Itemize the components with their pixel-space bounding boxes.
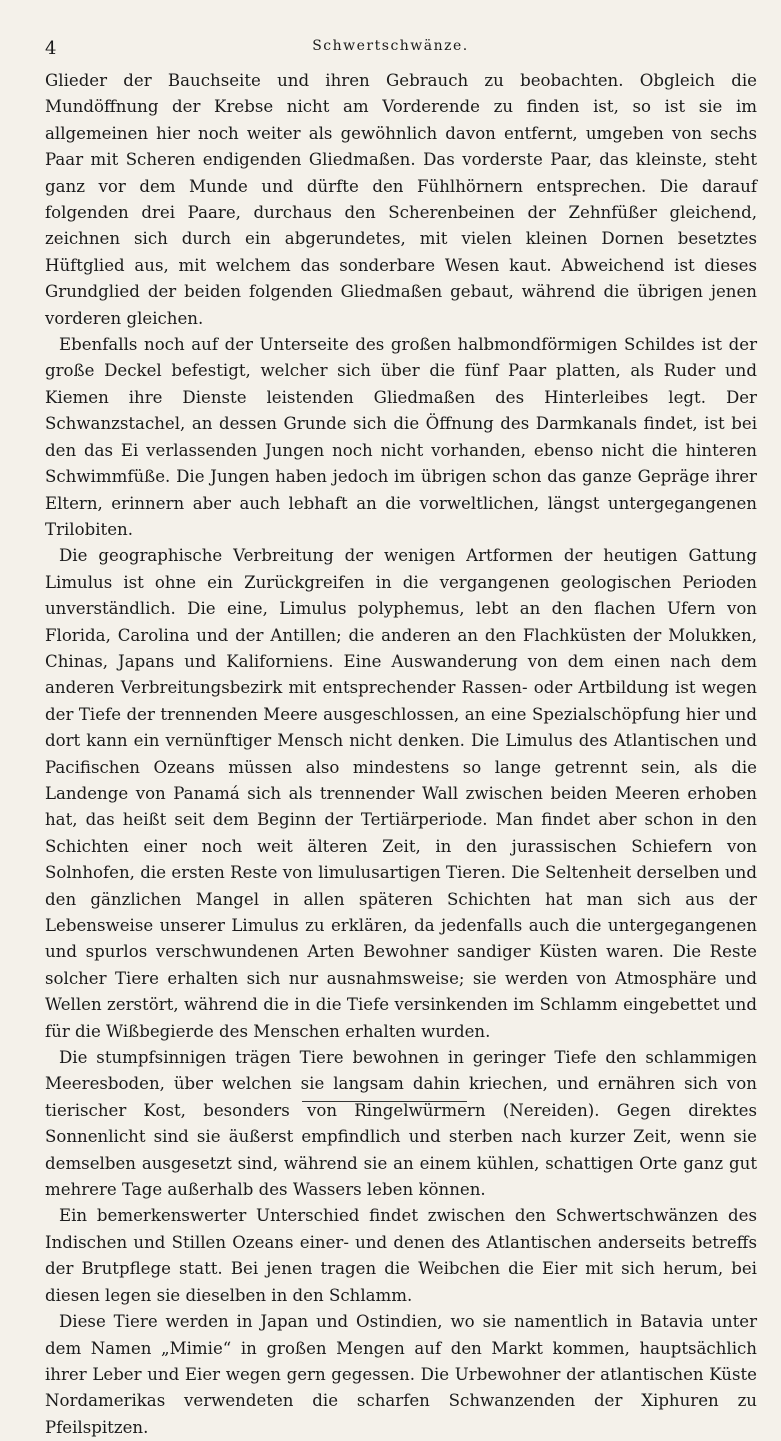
paragraph: Diese Tiere werden in Japan und Ostindien, wo sie namentlich in Batavia unter dem Namen „Mimie“ in großen Mengen auf den Markt kommen, hauptsächlich ihrer Leber und Eier wegen gern gegessen. Die Urbewohner der atlantischen Küste Nordamerikas verwendeten die scharfen Schwanzenden der Xiphuren zu Pfeilspitzen.	[45, 1312, 757, 1437]
text-body	[45, 68, 757, 1441]
end-rule	[302, 1101, 467, 1102]
paragraph: Ebenfalls noch auf der Unterseite des großen halbmondförmigen Schildes ist der große Deckel befestigt, welcher sich über die fünf Paar platten, als Ruder und Kiemen ihre Dienste leistenden Gliedmaßen des Hinterleibes legt. Der Schwanzstachel, an dessen Grunde sich die Öffnung des Darmkanals findet, ist bei den das Ei verlassenden Jungen noch nicht vorhanden, ebenso nicht die hinteren Schwimmfüße. Die Jungen haben jedoch im übrigen schon das ganze Gepräge ihrer Eltern, erinnern aber auch lebhaft an die vorweltlichen, längst untergegangenen Trilobiten.	[45, 335, 757, 539]
paragraph: Ein bemerkenswerter Unterschied findet zwischen den Schwertschwänzen des Indischen und Stillen Ozeans einer- und denen des Atlantischen anderseits betreffs der Brutpflege statt. Bei jenen tragen die Weibchen die Eier mit sich herum, bei diesen legen sie dieselben in den Schlamm.	[45, 1206, 757, 1305]
paragraph: Die geographische Verbreitung der wenigen Artformen der heutigen Gattung Limulus ist ohne ein Zurückgreifen in die vergangenen geologischen Perioden unverständlich. Die eine, Limulus polyphemus, lebt an den flachen Ufern von Florida, Carolina und der Antillen; die anderen an den Flachküsten der Molukken, Chinas, Japans und Kaliforniens. Eine Auswanderung von dem einen nach dem anderen Verbreitungsbezirk mit entsprechender Rassen- oder Artbildung ist wegen der Tiefe der trennenden Meere ausgeschlossen, an eine Spezialschöpfung hier und dort kann ein vernünftiger Mensch nicht denken. Die Limulus des Atlantischen und Pacifischen Ozeans müssen also mindestens so lange getrennt sein, als die Landenge von Panamá sich als trennender Wall zwischen beiden Meeren erhoben hat, das heißt seit dem Beginn der Tertiärperiode. Man findet aber schon in den Schichten einer noch weit älteren Zeit, in den jurassischen Schiefern von Solnhofen, die ersten Reste von limulusartigen Tieren. Die Seltenheit derselben und den gänzlichen Mangel in allen späteren Schichten hat man sich aus der Lebensweise unserer Limulus zu erklären, da jedenfalls auch die untergegangenen und spurlos verschwundenen Arten Bewohner sandiger Küsten waren. Die Reste solcher Tiere erhalten sich nur ausnahmsweise; sie werden von Atmosphäre und Wellen zerstört, während die in die Tiefe versinkenden im Schlamm eingebettet und für die Wißbegierde des Menschen erhalten wurden.	[45, 546, 757, 1041]
paragraph: Glieder der Bauchseite und ihren Gebrauch zu beobachten. Obgleich die Mundöffnung der Krebse nicht am Vorderende zu finden ist, so ist sie im allgemeinen hier noch weiter als gewöhnlich davon entfernt, umgeben von sechs Paar mit Scheren endigenden Gliedmaßen. Das vorderste Paar, das kleinste, steht ganz vor dem Munde und dürfte den Fühlhörnern entsprechen. Die darauf folgenden drei Paare, durchaus den Scherenbeinen der Zehnfüßer gleichend, zeichnen sich durch ein abgerundetes, mit vielen kleinen Dornen besetztes Hüftglied aus, mit welchem das sonderbare Wesen kaut. Abweichend ist dieses Grundglied der beiden folgenden Gliedmaßen gebaut, während die übrigen jenen vorderen gleichen.	[45, 71, 757, 328]
running-title: Schwertschwänze.	[312, 38, 469, 54]
page-number: 4	[45, 38, 57, 59]
paragraph: Die stumpfsinnigen trägen Tiere bewohnen in geringer Tiefe den schlammigen Meeresboden, über welchen sie langsam dahin kriechen, und ernähren sich von tierischer Kost, besonders von Ringelwürmern (Nereiden). Gegen direktes Sonnenlicht sind sie äußerst empfindlich und sterben nach kurzer Zeit, wenn sie demselben ausgesetzt sind, während sie an einem kühlen, schattigen Orte ganz gut mehrere Tage außerhalb des Wassers leben können.	[45, 1048, 757, 1200]
